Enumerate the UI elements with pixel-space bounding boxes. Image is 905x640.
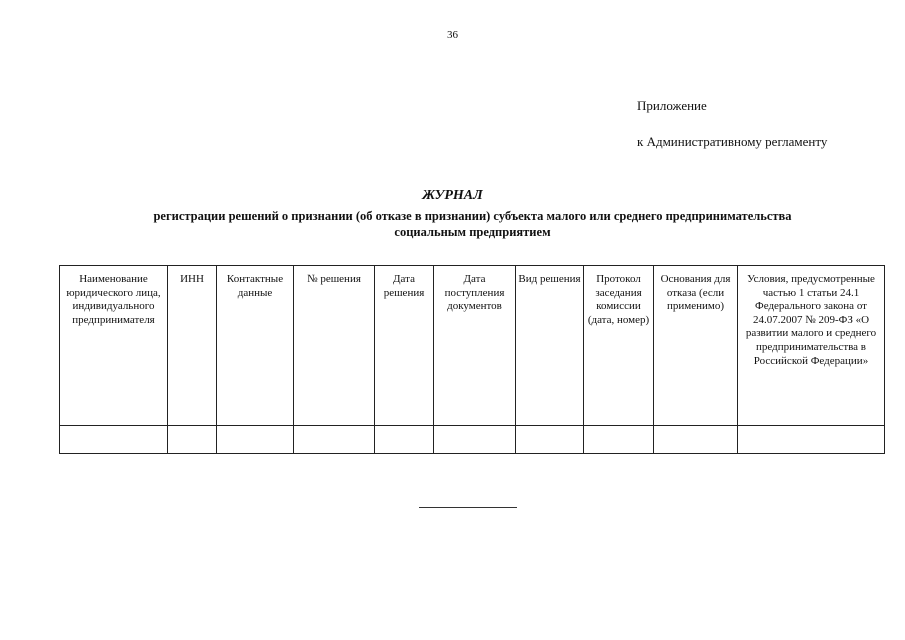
subtitle-line-2: социальным предприятием — [394, 225, 551, 239]
appendix-label: Приложение — [637, 98, 707, 113]
header-decision-date: Дата решения — [375, 266, 434, 426]
table-header-row — [60, 266, 885, 426]
table-cell — [294, 426, 375, 454]
appendix-reference: к Административному регламенту — [637, 134, 828, 149]
document-title: ЖУРНАЛ — [422, 188, 483, 203]
header-contact-details: Контактные данные — [217, 266, 294, 426]
journal-table — [59, 265, 885, 454]
table-cell — [168, 426, 217, 454]
header-refusal-grounds: Основания для отказа (если применимо) — [654, 266, 738, 426]
table-cell — [738, 426, 885, 454]
table-cell — [60, 426, 168, 454]
table-cell — [375, 426, 434, 454]
table-cell — [217, 426, 294, 454]
document-subtitle — [60, 208, 885, 240]
table-row — [60, 426, 885, 454]
page-number: 36 — [447, 29, 458, 41]
table-cell — [584, 426, 654, 454]
header-inn: ИНН — [168, 266, 217, 426]
table-cell — [434, 426, 516, 454]
table-cell — [654, 426, 738, 454]
footer-divider — [419, 507, 517, 508]
header-conditions: Условия, предусмотренные частью 1 статьи 24.1 Федерального закона от 24.07.2007 № 209-ФЗ «О развитии малого и среднего предпринимательства в Российской Федерации» — [738, 266, 885, 426]
subtitle-line-1: регистрации решений о признании (об отказе в признании) субъекта малого или среднего предпринимательства — [153, 209, 792, 223]
header-documents-received-date: Дата поступления документов — [434, 266, 516, 426]
header-decision-type: Вид решения — [516, 266, 584, 426]
header-commission-protocol: Протокол заседания комиссии (дата, номер) — [584, 266, 654, 426]
table-cell — [516, 426, 584, 454]
header-entity-name: Наименование юридического лица, индивидуального предпринимателя — [60, 266, 168, 426]
header-decision-number: № решения — [294, 266, 375, 426]
